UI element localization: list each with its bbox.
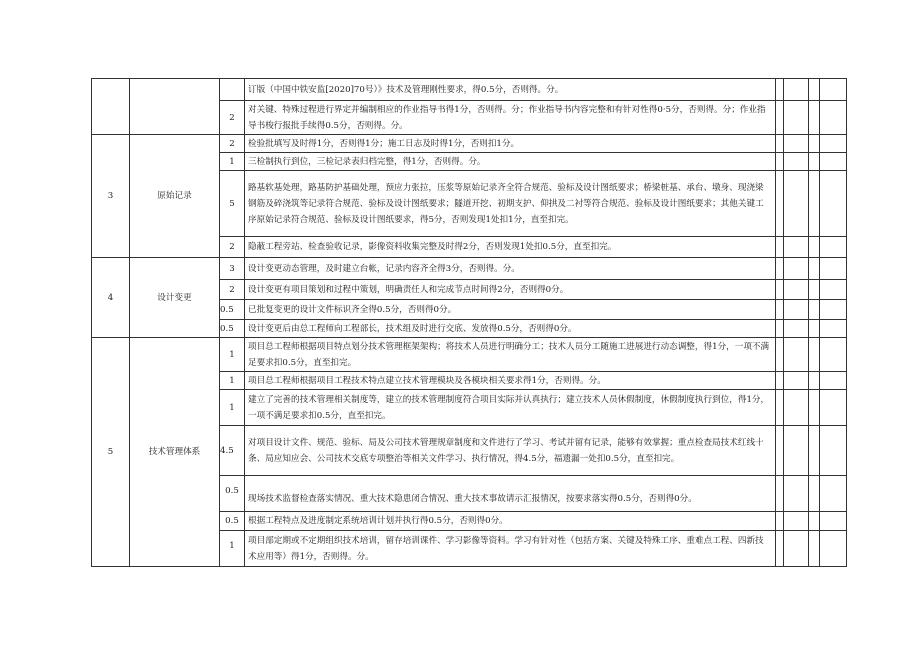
criteria-text: 设计变更有项目策划和过程中策划，明确责任人和完成节点时间得2分，否则得0分。: [245, 280, 776, 300]
blank-cell: [820, 79, 847, 101]
blank-cell: [776, 426, 784, 476]
blank-cell: [809, 101, 820, 135]
item-score: 2: [220, 237, 245, 258]
blank-cell: [776, 258, 784, 280]
item-number: 4: [92, 258, 130, 338]
item-score: 3: [220, 258, 245, 280]
blank-cell: [820, 153, 847, 171]
criteria-text: 路基软基处理，路基防护基础处理，预应力张拉，压浆等原始记录齐全符合规范、验标及设计图纸要求；桥梁桩基、承台、墩身、现浇梁钢筋及碎浇筑等记录符合规范、验标及设计图纸要求；隧道开挖、初期支护、仰拱及二衬等符合规范、验标及设计图纸要求；其他关键工序原始记录符合规范、验标及设计图纸要求，得5分，否则发现1处扣1分，直至扣完。: [245, 171, 776, 237]
blank-cell: [784, 512, 809, 531]
table-row: [92, 79, 847, 101]
criteria-text: 三检制执行到位，三检记录表归档完整，得1分，否则得。分。: [245, 153, 776, 171]
blank-cell: [809, 320, 820, 338]
blank-cell: [820, 101, 847, 135]
blank-cell: [776, 237, 784, 258]
blank-cell: [820, 171, 847, 237]
blank-cell: [776, 280, 784, 300]
blank-cell: [809, 258, 820, 280]
blank-cell: [809, 300, 820, 320]
item-score: 4.5: [220, 426, 245, 476]
blank-cell: [784, 476, 809, 512]
blank-cell: [809, 153, 820, 171]
blank-cell: [820, 300, 847, 320]
blank-cell: [784, 79, 809, 101]
blank-cell: [776, 300, 784, 320]
blank-cell: [820, 258, 847, 280]
item-score: 1: [220, 372, 245, 390]
blank-cell: [820, 338, 847, 372]
item-score: 1: [220, 153, 245, 171]
item-category: 原始记录: [130, 135, 220, 258]
blank-cell: [809, 426, 820, 476]
table-row: [92, 135, 847, 153]
item-score: [220, 79, 245, 101]
blank-cell: [820, 512, 847, 531]
blank-cell: [776, 153, 784, 171]
blank-cell: [809, 237, 820, 258]
blank-cell: [820, 237, 847, 258]
item-number: 3: [92, 135, 130, 258]
item-number: 5: [92, 338, 130, 567]
criteria-text: 项目总工程师根据项目特点划分技术管理框架架构；将技术人员进行明确分工；技术人员分工随施工进展进行动态调整，得1分，一项不满足要求扣0.5分，直至扣完。: [245, 338, 776, 372]
blank-cell: [784, 300, 809, 320]
blank-cell: [784, 372, 809, 390]
criteria-text: 根据工程特点及进度制定系统培训计划并执行得0.5分，否则得0分。: [245, 512, 776, 531]
blank-cell: [776, 101, 784, 135]
blank-cell: [784, 280, 809, 300]
item-score: 0.5: [220, 320, 245, 338]
blank-cell: [809, 79, 820, 101]
criteria-text: 订版（中国中铁安监[2020]70号）》技术及管理刚性要求，得0.5分，否则得。分。: [245, 79, 776, 101]
evaluation-table: [91, 78, 847, 567]
blank-cell: [776, 171, 784, 237]
item-number: [92, 79, 130, 135]
criteria-text: 项目部定期或不定期组织技术培训，留存培训课件、学习影像等资料。学习有针对性（包括方案、关键及特殊工序、重难点工程、四新技术应用等）得1分，否则得。分。: [245, 531, 776, 567]
blank-cell: [809, 476, 820, 512]
blank-cell: [784, 258, 809, 280]
blank-cell: [809, 280, 820, 300]
blank-cell: [820, 531, 847, 567]
blank-cell: [784, 320, 809, 338]
item-score: 0.5: [220, 300, 245, 320]
table-row: [92, 258, 847, 280]
blank-cell: [776, 320, 784, 338]
blank-cell: [784, 153, 809, 171]
item-score: 1: [220, 338, 245, 372]
item-score: 2: [220, 135, 245, 153]
blank-cell: [784, 237, 809, 258]
blank-cell: [776, 531, 784, 567]
blank-cell: [776, 512, 784, 531]
blank-cell: [809, 390, 820, 426]
item-category: [130, 79, 220, 135]
blank-cell: [776, 476, 784, 512]
item-score: 2: [220, 101, 245, 135]
criteria-text: 项目总工程师根据项目工程技术特点建立技术管理模块及各模块相关要求得1分，否则得。分。: [245, 372, 776, 390]
criteria-text: 隐蔽工程旁站、检查验收记录，影像资料收集完整及时得2分，否则发现1处扣0.5分，直至扣完。: [245, 237, 776, 258]
blank-cell: [776, 135, 784, 153]
item-score: 2: [220, 280, 245, 300]
blank-cell: [809, 512, 820, 531]
criteria-text: 对关键、特殊过程进行界定并编制相应的作业指导书得1分，否则得。分；作业指导书内容完整和有针对性得0·5分，否则得。分；作业指导书梭行报批手续得0.5分，否则得。分。: [245, 101, 776, 135]
item-score: 0.5: [220, 476, 245, 512]
blank-cell: [784, 531, 809, 567]
blank-cell: [776, 390, 784, 426]
blank-cell: [776, 372, 784, 390]
item-score: 1: [220, 390, 245, 426]
criteria-text: 已批复变更的设计文件标识齐全得0.5分，否则得0分。: [245, 300, 776, 320]
blank-cell: [820, 135, 847, 153]
item-score: 5: [220, 171, 245, 237]
blank-cell: [809, 531, 820, 567]
criteria-text: 建立了完善的技术管理相关制度等，建立的技术管理制度符合项目实际并认真执行；建立技术人员休假制度，休假制度执行到位，得1分，一项不满足要求扣0.5分，直至扣完。: [245, 390, 776, 426]
item-score: 0.5: [220, 512, 245, 531]
criteria-text: 现场技术监督检查落实情况、重大技术隐患闭合情况、重大技术事故请示汇报情况，按要求落实得0.5分，否则得0分。: [245, 476, 776, 512]
blank-cell: [820, 320, 847, 338]
blank-cell: [820, 426, 847, 476]
blank-cell: [784, 426, 809, 476]
table-row: [92, 338, 847, 372]
blank-cell: [809, 135, 820, 153]
blank-cell: [809, 372, 820, 390]
item-score: 1: [220, 531, 245, 567]
criteria-text: 设计变更动态管理，及时建立台帐，记录内容齐全得3分，否则得。分。: [245, 258, 776, 280]
blank-cell: [809, 171, 820, 237]
criteria-text: 检验批填写及时得1分，否则得1分；施工日志及时得1分，否则扣1分。: [245, 135, 776, 153]
blank-cell: [809, 338, 820, 372]
blank-cell: [784, 390, 809, 426]
item-category: 技术管理体系: [130, 338, 220, 567]
item-category: 设计变更: [130, 258, 220, 338]
blank-cell: [784, 135, 809, 153]
blank-cell: [820, 280, 847, 300]
blank-cell: [820, 390, 847, 426]
criteria-text: 对项目设计文件、规范、验标、局及公司技术管理规章制度和文件进行了学习、考试并留有记录，能够有效掌握；重点检查局技术红线十条、局应知应会、公司技术交底专项整治等相关文件学习、执行情况，得4.5分，福遗漏一处扣0.5分，直至扣完。: [245, 426, 776, 476]
criteria-text: 设计变更后由总工程师向工程部长，技术组及时进行交底、发放得0.5分，否则得0分。: [245, 320, 776, 338]
blank-cell: [776, 79, 784, 101]
blank-cell: [820, 372, 847, 390]
blank-cell: [784, 171, 809, 237]
blank-cell: [784, 101, 809, 135]
blank-cell: [776, 338, 784, 372]
blank-cell: [784, 338, 809, 372]
blank-cell: [820, 476, 847, 512]
